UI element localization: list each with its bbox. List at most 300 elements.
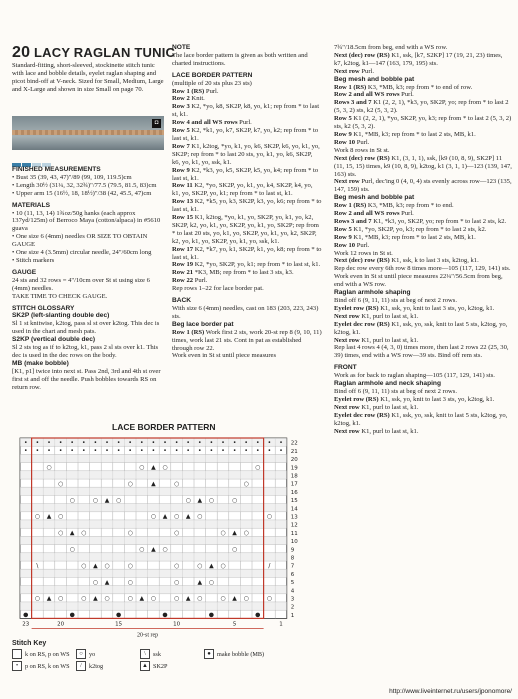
instruction-row [334,396,512,404]
column-one [12,162,164,391]
chart-stitch-symbol: ● [208,611,215,619]
stitch-key-text: SK2P [153,662,168,670]
lace-chart [12,432,322,638]
chart-stitch-symbol: • [174,447,179,455]
row-label: Row 1 (RS) [172,328,205,336]
material-item: • 10 (11, 13, 14) 1¾oz/50g hanks (each approx 137yd/125m) of Berroco Maya (cotton/alpaca) in #5610 guava [12,209,161,233]
row-label: Next (dec) row (RS) [334,51,390,59]
instruction-row [172,214,322,246]
chart-stitch-symbol: \ [36,562,39,570]
finished-item: • Bust 35 (39, 43, 47)"/89 (99, 109, 119.5)cm [12,173,132,181]
chart-stitch-symbol: ▲ [151,464,156,471]
row-text: K1, ssk, yo, knit to last 3 sts, yo, k2tog, k1. [378,395,495,403]
chart-ws-row [20,454,287,462]
swatch-photo [12,116,164,150]
row-text: Purl. [193,277,208,285]
stitch-symbol-icon: ● [204,649,214,659]
chart-stitch-symbol: • [267,447,272,455]
row-label: Row 10 [334,138,356,146]
gauge-label: GAUGE [12,268,37,276]
chart-stitch-symbol: ○ [92,496,99,504]
row-text: K1, purl to last st, k1. [359,427,419,435]
chart-stitch-symbol: ● [115,611,122,619]
stitch-key-text: make bobble (MB) [217,650,265,658]
chart-stitch-symbol: ○ [104,562,110,570]
chart-stitch-symbol: ○ [173,578,180,586]
chart-stitch-symbol: ○ [266,595,273,603]
chart-stitch-symbol: ▲ [46,595,52,603]
instruction-row [172,167,322,183]
chart-stitch-symbol: ▲ [185,513,191,521]
chart-stitch-symbol: ● [162,611,168,619]
instruction-row [334,52,512,68]
chart-stitch-symbol: ○ [173,513,180,521]
chart-row-number: 9 [290,547,295,554]
chart-row-number: 21 [290,448,298,455]
chart-col-number: 5 [232,621,237,628]
chart-stitch-symbol: ▲ [69,529,75,537]
instruction-row [334,242,512,250]
row-label: Row 5 [334,225,352,233]
chart-stitch-symbol: ○ [220,595,226,603]
camera-icon: ◘ [152,119,161,128]
chart-stitch-symbol: • [105,439,109,447]
row-text: Work 8 rows in St st. [334,146,390,154]
section-label: FRONT [334,364,357,372]
chart-stitch-symbol: ○ [127,595,133,603]
instruction-row [334,412,512,428]
chart-stitch-symbol: • [82,439,86,447]
stitch-symbol-icon [12,649,22,659]
row-label: Eyelet dec row (RS) [334,411,390,419]
material-item: • Stitch markers [12,256,55,264]
chart-stitch-symbol: ○ [81,595,87,603]
chart-ws-row [20,586,287,594]
chart-row-number: 14 [290,506,298,513]
instruction-row [334,226,512,234]
beg-lace-label: Beg lace border pat [172,320,234,328]
chart-stitch-symbol: ○ [139,546,145,553]
row-label: Row 2 [172,95,190,103]
instruction-row [334,210,512,218]
chart-stitch-symbol: ○ [173,480,180,488]
row-text: Purl, dec'ing 0 (4, 0, 4) sts evenly across row—123 (135, 147, 159) sts. [334,178,512,194]
swatch-band [12,130,164,135]
chart-stitch-symbol: ▲ [139,595,145,603]
back-label: BACK [172,297,192,305]
chart-stitch-symbol: ○ [185,496,191,504]
chart-stitch-symbol: ● [255,611,261,619]
stitch-key-text: yo [89,650,96,658]
chart-stitch-symbol: ○ [81,562,87,570]
instruction-row [334,44,512,52]
materials-label: MATERIALS [12,201,50,209]
stitch-symbol-icon: \ [140,649,150,659]
chart-row-number: 11 [290,530,298,537]
row-text: K2, *yo, SK2P, yo, k1, yo, k4, SK2P, k4, yo, k1, yo, SK2P, yo, k1; rep from * to last st, k1. [172,182,313,198]
chart-stitch-symbol: • [279,439,283,447]
instruction-row [172,88,322,96]
chart-stitch-symbol: • [93,447,98,455]
row-text: Work even in St st until piece measures 22¼"/56.5cm from beg, end with a WS row. [334,273,503,289]
gauge-check: TAKE TIME TO CHECK GAUGE. [12,292,108,300]
chart-stitch-symbol: ○ [57,513,64,521]
row-text: *K3, MB; rep from * to last 3 sts, k3. [193,269,294,277]
row-text: K2, *yo, SK2P, yo, k1; rep from * to last st, k1. [193,261,321,269]
row-text: Rep dec row every 6th row 8 times more—105 (117, 129, 141) sts. [334,265,511,273]
chart-stitch-symbol: ○ [127,529,133,537]
finished-item: • Length 30½ (31¼, 32, 32¾)"/77.5 (79.5, 81.5, 83)cm [12,181,157,189]
intro-text: Standard-fitting, short-sleeved, stockinette stitch tunic with lace and bobble details, eyelet raglan shaping and picot bind-off at V-neck. Sized for Small, Medium, Large and X-Large and shown in size Small on page 70. [12,62,164,93]
section-subheading: Raglan armhole and neck shaping [334,380,441,388]
chart-stitch-symbol: ○ [208,578,215,586]
lace-repeat: Rep rows 1–22 for lace border pat. [172,285,264,293]
stitch-key-item [140,649,198,659]
instruction-row [172,261,322,269]
chart-stitch-symbol: ▲ [209,562,214,570]
row-label: Eyelet row (RS) [334,395,379,403]
row-label: Row 4 and all WS rows [172,119,238,127]
row-text: Purl. [355,241,370,249]
chart-stitch-symbol: • [151,439,156,447]
chart-ws-row [20,569,287,577]
stitch-key-item [76,661,134,671]
pattern-title [12,44,175,62]
chart-stitch-symbol: • [140,439,144,447]
chart-stitch-symbol: • [186,439,190,447]
chart-stitch-symbol: ▲ [104,496,110,504]
row-text: K3, *MB, k3; rep from * to end of row. [366,83,473,91]
glossary-list [12,312,164,391]
row-label: Row 1 (RS) [334,202,367,210]
chart-stitch-symbol: • [151,447,156,455]
row-text: K1, *k3, yo, SK2P, yo; rep from * to last 2 sts, k2. [371,217,507,225]
chart-stitch-symbol: ○ [220,529,226,537]
lace-rows [172,88,322,286]
chart-stitch-symbol: ○ [243,480,249,488]
row-text: Work as for back to raglan shaping—105 (117, 129, 141) sts. [334,372,495,380]
section-subheading: Beg mesh and bobble pat [334,194,415,202]
instruction-row [334,404,512,412]
chart-stitch-symbol: ○ [69,546,75,553]
row-text: K1, purl to last st, k1. [359,312,419,320]
chart-stitch-symbol: • [35,447,40,455]
chart-ws-row [20,536,287,544]
instruction-row [334,218,512,226]
row-label: Row 2 and all WS rows [334,210,400,218]
chart-row-number: 6 [290,571,295,578]
chart-stitch-symbol: • [198,447,202,455]
row-label: Rows 3 and 7 [334,99,372,107]
row-text: K1, (3, 1, 1), ssk, [k9 (10, 8, 9), SK2P] 11 (11, 15, 15) times, k9 (10, 8, 9), k2tog, k1 (3, 1, 1)—123 (139, 147, 163) sts. [334,154,512,178]
note-text: The lace border pattern is given as both written and charted instructions. [172,51,308,67]
row-text: K1, k2tog, *yo, k1, yo, k6, SK2P, k6, yo, k1, yo, SK2P; rep from * to last 20 sts, yo, k1, yo, k6, SK2P, k6, yo, k1, yo, ssk, k1. [172,142,320,166]
finished-list [12,174,164,198]
row-label: Next row [334,178,360,186]
chart-stitch-symbol: ○ [46,464,52,471]
instruction-row [334,178,512,194]
chart-stitch-symbol: • [209,447,214,455]
chart-stitch-symbol: ▲ [46,513,52,521]
row-text: K1, ssk, yo, ssk, knit to last 5 sts, k2tog, yo, k2tog, k1. [334,411,508,427]
instruction-row [172,198,322,214]
chart-stitch-symbol: ○ [127,480,133,488]
row-label: Eyelet row (RS) [334,304,379,312]
chart-stitch-symbol: • [232,447,237,455]
chart-stitch-symbol: • [128,447,132,455]
material-item: • One size 4 (3.5mm) circular needle, 24"/60cm long [12,249,152,257]
chart-stitch-symbol: ▲ [185,595,191,603]
row-text: Purl. [399,91,414,99]
stitch-key-item [12,661,70,671]
instruction-row [334,84,512,92]
section-subheading: Raglan armhole shaping [334,289,411,297]
row-label: Row 22 [172,277,194,285]
chart-stitch-symbol: • [163,447,167,455]
glossary-heading: MB (make bobble) [12,359,69,367]
chart-stitch-symbol: ○ [231,546,238,553]
chart-col-number: 10 [173,621,181,628]
chart-stitch-symbol: ○ [57,529,64,537]
row-text: K1, purl to last st, k1. [359,336,419,344]
chart-row-number: 20 [290,457,298,464]
row-label: Next (dec) row (RS) [334,154,390,162]
row-text: K2, *yo, k8, SK2P, k8, yo, k1; rep from * to last st, k1. [172,103,320,119]
row-text: Purl. [204,87,219,95]
stitch-key [12,640,322,673]
row-label: Rows 3 and 7 [334,217,372,225]
chart-stitch-symbol: ○ [266,513,273,521]
chart-row-number: 1 [290,612,295,619]
instruction-row [334,372,512,380]
instruction-row [334,257,512,265]
chart-stitch-symbol: ○ [139,464,145,471]
row-text: Knit. [189,95,205,103]
chart-stitch-symbol: • [221,439,225,447]
chart-ws-row [20,553,287,561]
chart-row-number: 15 [290,498,298,505]
chart-col-number: 1 [279,621,283,628]
instruction-row [172,246,322,262]
chart-stitch-symbol: ○ [173,562,180,570]
chart-row-number: 5 [290,580,295,587]
row-label: Row 3 [172,103,190,111]
row-label: Row 1 (RS) [334,83,367,91]
row-label: Row 5 [172,127,190,135]
chart-stitch-symbol: • [24,447,28,455]
chart-stitch-symbol: ○ [220,562,226,570]
chart-stitch-symbol: • [35,439,40,447]
chart-stitch-symbol: • [267,439,272,447]
row-label: Next row [334,427,360,435]
row-label: Next row [334,336,360,344]
chart-stitch-symbol: • [221,447,225,455]
glossary-label: STITCH GLOSSARY [12,304,75,312]
row-text: Work even in St st until piece measures [172,352,277,360]
chart-stitch-symbol: • [174,439,179,447]
chart-col-number: 15 [115,621,123,628]
row-text: K1, ssk, k to last 3 sts, k2tog, k1. [389,257,479,265]
glossary-heading: SK2P (left-slanting double dec) [12,312,110,320]
stitch-key-text: p on RS, k on WS [25,662,70,670]
row-label: Eyelet dec row (RS) [334,320,390,328]
stitch-symbol-icon: ○ [76,649,86,659]
material-item: • One size 6 (4mm) needles OR SIZE TO OBTAIN GAUGE [12,233,148,249]
row-text: K2, *k1, yo, k7, SK2P, k7, yo, k2; rep from * to last st, k1. [172,127,319,142]
chart-row-number: 19 [290,465,298,472]
row-label: Row 17 [172,245,194,253]
column-two [172,44,322,360]
chart-stitch-symbol: • [70,447,74,455]
instruction-row [334,273,512,289]
glossary-heading: S2KP (vertical double dec) [12,336,96,344]
row-text: Purl. [399,210,414,218]
chart-stitch-symbol: • [279,447,283,455]
chart-col-number: 20 [57,621,65,628]
note-label: NOTE [172,44,191,51]
instruction-row [334,305,512,313]
stitch-key-item [12,649,70,659]
chart-ws-row [20,471,287,479]
row-label: Row 9 [172,166,190,174]
pattern-title-text: LACY RAGLAN TUNIC [34,45,176,60]
stitch-symbol-icon: / [76,661,86,671]
instruction-row [334,344,512,360]
chart-stitch-symbol: • [70,439,74,447]
chart-stitch-symbol: • [58,439,63,447]
chart-row-number: 18 [290,473,298,480]
stitch-key-item [140,661,198,671]
chart-ws-row [20,602,287,610]
chart-stitch-symbol: • [244,447,248,455]
row-text: Bind off 6 (9, 11, 11) sts at beg of next 2 rows. [334,387,458,395]
instruction-row [334,202,512,210]
stitch-key-text: k on RS, p on WS [25,650,70,658]
chart-stitch-symbol: ○ [208,496,215,504]
row-text: K1, *yo, SK2P, yo, k3; rep from * to last 2 sts, k2. [351,225,487,233]
chart-stitch-symbol: ▲ [197,496,203,504]
chart-ws-row [20,520,287,528]
instruction-row [172,95,322,103]
chart-stitch-symbol: • [47,439,51,447]
chart-stitch-symbol: ▲ [151,480,156,488]
stitch-key-row [12,649,322,659]
chart-title: LACE BORDER PATTERN [112,422,216,432]
stitch-key-item [204,649,264,659]
instruction-row [334,250,512,258]
row-text: K2, *k3, yo, k5, SK2P, k5, yo, k4; rep from * to last st, k1. [172,166,319,182]
column-three [334,44,512,435]
chart-stitch-symbol: • [198,439,202,447]
chart-stitch-symbol: • [163,439,167,447]
chart-stitch-symbol: ○ [231,496,238,504]
instruction-row [334,139,512,147]
chart-row-number: 10 [290,539,298,546]
chart-stitch-symbol: ○ [127,578,133,586]
chart-stitch-symbol: ○ [81,529,87,537]
row-text: Purl. [359,67,374,75]
stitch-key-text: ssk [153,650,161,658]
instruction-row [172,127,322,143]
row-label: Next row [334,403,360,411]
chart-row-number: 8 [290,555,295,562]
glossary-text: [K1, p1] twice into next st. Pass 2nd, 3rd and 4th st over first st and off the needle. Push bobbles towards RS on return row. [12,367,161,391]
chart-stitch-symbol: • [116,439,121,447]
instruction-row [334,388,512,396]
back-text: With size 6 (4mm) needles, cast on 183 (203, 223, 243) sts. [172,305,319,320]
chart-stitch-symbol: ● [69,611,75,619]
chart-stitch-symbol: ○ [69,496,75,504]
chart-row-number: 7 [290,563,295,570]
instruction-row [334,131,512,139]
chart-row-number: 16 [290,489,298,496]
chart-stitch-symbol: ▲ [93,562,98,570]
chart-stitch-symbol: ○ [197,562,203,570]
row-text: Work 12 rows in St st. [334,249,393,257]
row-text: Work first 2 sts, work 20-st rep 8 (9, 10, 11) times, work last 21 sts. Cont in pat as established through row 22. [172,328,322,352]
instruction-row [334,428,512,436]
section-subheading: Beg mesh and bobble pat [334,75,415,83]
chart-stitch-symbol: ▲ [197,578,203,586]
instruction-row [334,321,512,337]
chart-stitch-symbol: • [140,447,144,455]
stitch-symbol-icon: ▲ [140,661,150,671]
instruction-row [172,352,322,360]
instruction-row [334,68,512,76]
chart-stitch-symbol: ▲ [104,578,110,586]
chart-stitch-symbol: ○ [197,513,203,521]
row-text: K2, *k7, yo, k1, SK2P, k1, yo, k8; rep from * to last st, k1. [172,245,322,261]
chart-stitch-symbol: • [232,439,237,447]
chart-row-number: 22 [290,440,298,447]
stitch-key-row [12,661,322,671]
chart-stitch-symbol: ○ [115,496,122,504]
chart-stitch-symbol: ○ [150,595,157,603]
instruction-row [334,99,512,115]
row-text: K1 (2, 2, 1), *k3, yo, SK2P, yo; rep from * to last 2 (5, 3, 2) sts, k2 (5, 3, 2). [334,99,509,115]
row-label: Row 7 [172,142,190,150]
row-text: Purl. [237,119,252,127]
instruction-row [334,297,512,305]
chart-ws-row [20,504,287,512]
row-text: K1, ssk, yo, ssk, knit to last 5 sts, k2tog, yo, k2tog, k1. [334,320,508,336]
chart-stitch-symbol: ▲ [151,546,156,553]
instruction-row [334,115,512,131]
instruction-row [172,143,322,167]
instruction-row [172,277,322,285]
instruction-row [334,313,512,321]
chart-stitch-symbol: • [58,447,63,455]
instruction-row [172,182,322,198]
chart-stitch-symbol: ▲ [232,529,237,537]
chart-stitch-symbol: ○ [34,513,41,521]
chart-stitch-symbol: ▲ [232,595,237,603]
row-text: K1, ssk, [k7, S2KP] 17 (19, 21, 23) times, k7, k2tog, k1—147 (163, 179, 195) sts. [334,51,503,67]
instruction-row [172,329,322,353]
stitch-key-text: k2tog [89,662,104,670]
chart-rep-label: 20-st rep [137,632,159,638]
chart-stitch-symbol: • [244,439,248,447]
chart-stitch-symbol: • [105,447,109,455]
chart-row-number: 17 [290,481,298,488]
row-text: K1 (2, 2, 1), *yo, SK2P, yo, k3; rep from * to last 2 (5, 3, 2) sts, k2 (5, 3, 2). [334,115,512,131]
row-text: Purl. [355,138,370,146]
chart-stitch-symbol: ○ [127,562,133,570]
chart-stitch-symbol: ○ [104,595,110,603]
chart-stitch-symbol: • [82,447,86,455]
chart-stitch-symbol: • [128,439,132,447]
beg-rows [172,329,322,361]
